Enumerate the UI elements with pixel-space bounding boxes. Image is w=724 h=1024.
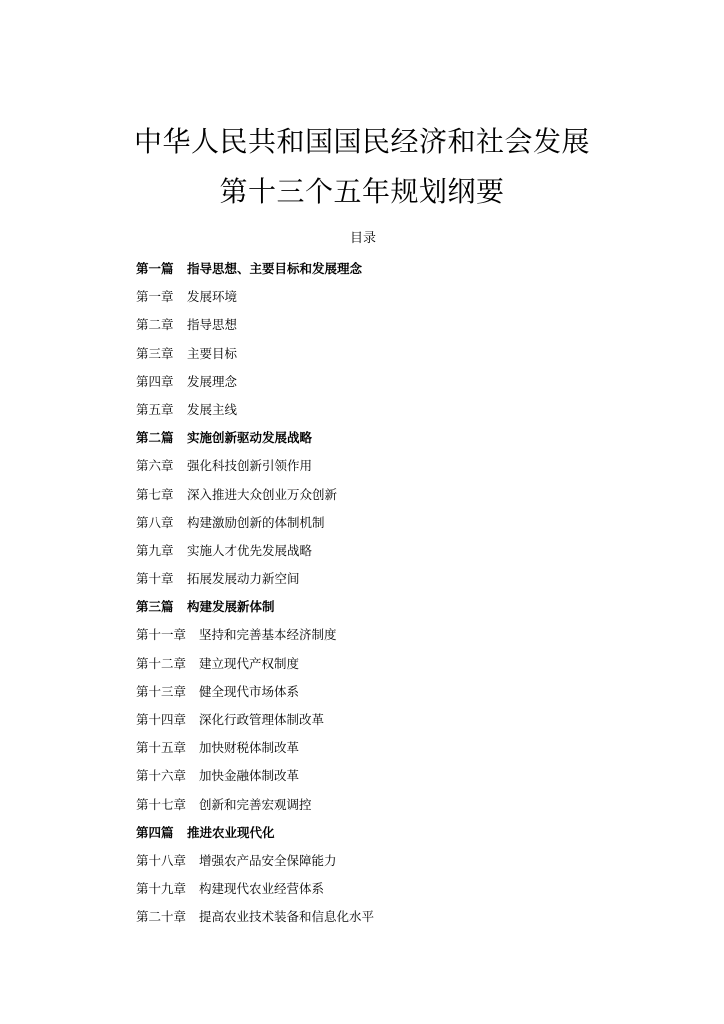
toc-chapter-entry [136, 766, 374, 794]
toc-entry-number: 第十三章 [136, 683, 187, 699]
toc-chapter-entry [136, 344, 374, 372]
toc-chapter-entry [136, 287, 374, 315]
toc-chapter-entry [136, 625, 374, 653]
toc-entry-title: 健全现代市场体系 [199, 683, 300, 699]
toc-entry-title: 构建发展新体制 [187, 599, 275, 615]
toc-part-entry [136, 428, 374, 456]
toc-chapter-entry [136, 738, 374, 766]
toc-entry-title: 构建激励创新的体制机制 [187, 514, 325, 530]
toc-entry-number: 第三篇 [136, 599, 174, 615]
toc-entry-title: 创新和完善宏观调控 [199, 796, 312, 812]
toc-entry-title: 主要目标 [187, 345, 238, 361]
toc-entry-number: 第十八章 [136, 852, 187, 868]
toc-entry-title: 实施创新驱动发展战略 [187, 430, 313, 446]
toc-entry-title: 加快财税体制改革 [199, 740, 300, 756]
toc-entry-number: 第七章 [136, 486, 174, 502]
toc-chapter-entry [136, 907, 374, 935]
toc-entry-number: 第八章 [136, 514, 174, 530]
toc-entry-number: 第四章 [136, 373, 174, 389]
document-title-line-2: 第十三个五年规划纲要 [219, 174, 505, 208]
toc-entry-title: 发展理念 [187, 373, 238, 389]
toc-entry-number: 第十七章 [136, 796, 187, 812]
toc-chapter-entry [136, 541, 374, 569]
toc-entry-number: 第四篇 [136, 824, 174, 840]
toc-entry-number: 第二十章 [136, 909, 187, 925]
toc-entry-title: 发展环境 [187, 289, 238, 305]
toc-chapter-entry [136, 456, 374, 484]
toc-entry-number: 第三章 [136, 345, 174, 361]
toc-entry-title: 增强农产品安全保障能力 [199, 852, 337, 868]
toc-chapter-entry [136, 400, 374, 428]
toc-chapter-entry [136, 315, 374, 343]
toc-part-entry [136, 823, 374, 851]
toc-entry-title: 指导思想、主要目标和发展理念 [187, 261, 363, 276]
toc-entry-number: 第十一章 [136, 627, 187, 643]
toc-entry-number: 第十九章 [136, 881, 187, 897]
toc-entry-number: 第二章 [136, 317, 174, 333]
toc-entry-title: 深化行政管理体制改革 [199, 712, 325, 727]
toc-entry-title: 提高农业技术装备和信息化水平 [199, 909, 375, 925]
toc-part-entry [136, 597, 374, 625]
toc-entry-number: 第五章 [136, 401, 174, 417]
toc-entry-title: 深入推进大众创业万众创新 [187, 486, 338, 502]
toc-entry-number: 第十章 [136, 571, 174, 587]
toc-entry-title: 强化科技创新引领作用 [187, 458, 313, 474]
toc-heading: 目录 [349, 231, 376, 246]
document-title-line-1: 中华人民共和国国民经济和社会发展 [133, 124, 590, 158]
toc-entry-number: 第十六章 [136, 768, 187, 784]
toc-entry-title: 加快金融体制改革 [199, 768, 300, 784]
toc-part-entry [136, 259, 374, 287]
toc-chapter-entry [136, 851, 374, 879]
toc-entry-title: 推进农业现代化 [187, 824, 275, 840]
toc-entry-number: 第一篇 [136, 261, 174, 276]
toc-entry-title: 坚持和完善基本经济制度 [199, 627, 337, 643]
toc-chapter-entry [136, 372, 374, 400]
toc-entry-title: 拓展发展动力新空间 [187, 571, 300, 587]
toc-entry-number: 第十五章 [136, 740, 187, 756]
toc-entry-title: 指导思想 [187, 317, 238, 333]
toc-entry-number: 第六章 [136, 458, 174, 474]
toc-chapter-entry [136, 654, 374, 682]
toc-chapter-entry [136, 485, 374, 513]
toc-entry-title: 建立现代产权制度 [199, 655, 300, 671]
toc-entry-number: 第二篇 [136, 430, 174, 446]
toc-entry-title: 构建现代农业经营体系 [199, 881, 325, 897]
toc-entry-title: 发展主线 [187, 401, 238, 417]
toc-entry-number: 第九章 [136, 542, 174, 558]
toc-chapter-entry [136, 569, 374, 597]
toc-entry-number: 第一章 [136, 289, 174, 305]
table-of-contents [136, 259, 374, 936]
toc-entry-title: 实施人才优先发展战略 [187, 542, 313, 558]
toc-chapter-entry [136, 879, 374, 907]
toc-chapter-entry [136, 710, 374, 738]
toc-entry-number: 第十四章 [136, 712, 187, 727]
toc-chapter-entry [136, 513, 374, 541]
toc-entry-number: 第十二章 [136, 655, 187, 671]
toc-chapter-entry [136, 682, 374, 710]
toc-chapter-entry [136, 795, 374, 823]
